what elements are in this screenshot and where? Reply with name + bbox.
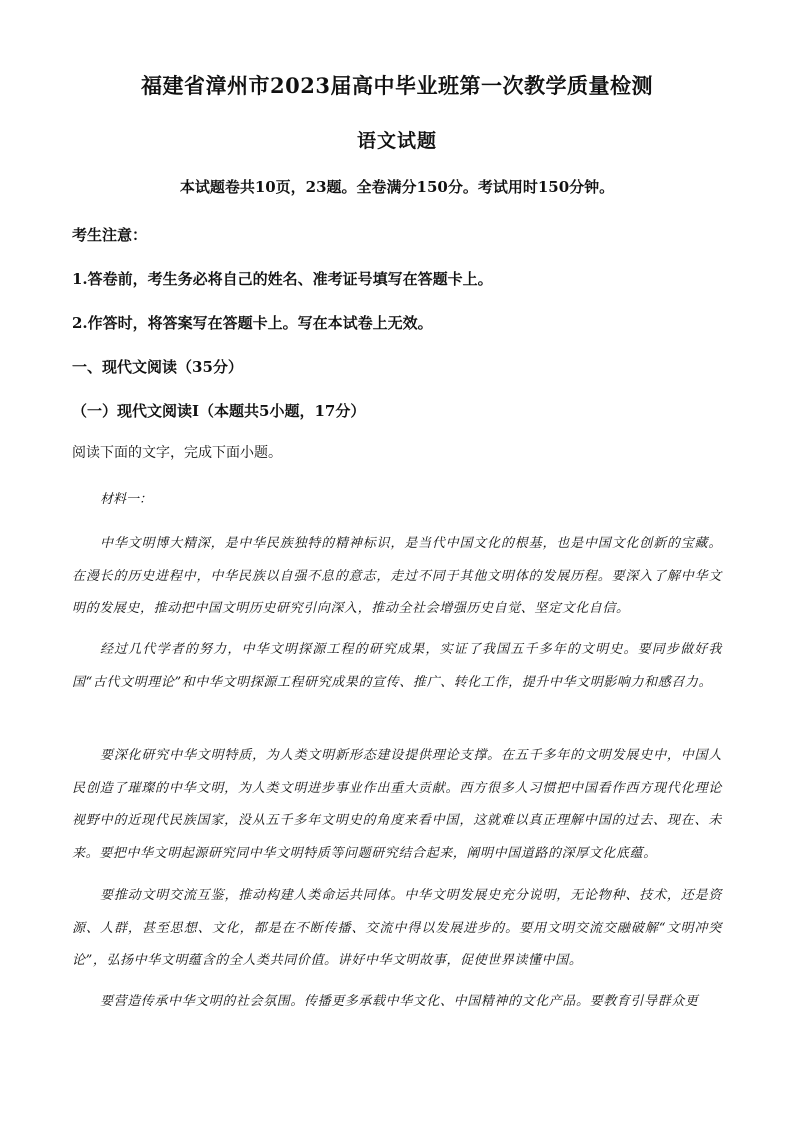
notice-item-2: 2.作答时，将答案写在答题卡上。写在本试卷上无效。 xyxy=(72,314,433,332)
material-paragraph: 要营造传承中华文明的社会氛围。传播更多承载中华文化、中国精神的文化产品。要教育引导群众更 xyxy=(100,994,699,1009)
material-paragraph: 要深化研究中华文明特质，为人类文明新形态建设提供理论支撑。在五千多年的文明发展史中，中国人民创造了璀璨的中华文明，为人类文明进步事业作出重大贡献。西方很多人习惯把中国看作西方现代化理论视野中的近现代民族国家，没从五千多年文明史的角度来看中国，这就难以真正理解中国的过去、现在、未来。要把中华文明起源研究同中华文明特质等问题研究结合起来，阐明中国道路的深厚文化底蕴。 xyxy=(72,748,722,861)
material-label: 材料一： xyxy=(100,492,153,507)
material-paragraph: 要推动文明交流互鉴，推动构建人类命运共同体。中华文明发展史充分说明，无论物种、技术，还是资源、人群，甚至思想、文化，都是在不断传播、交流中得以发展进步的。要用文明交流交融破解“文明冲突论”，弘扬中华文明蕴含的全人类共同价值。讲好中华文明故事，促使世界读懂中国。 xyxy=(72,888,722,968)
document-title: 福建省漳州市2023届高中毕业班第一次教学质量检测 xyxy=(141,73,653,98)
section-subtitle: （一）现代文阅读Ⅰ（本题共5小题，17分） xyxy=(72,402,366,420)
reading-instruction: 阅读下面的文字，完成下面小题。 xyxy=(72,445,282,461)
document-subtitle: 语文试题 xyxy=(356,130,437,152)
material-paragraph: 经过几代学者的努力，中华文明探源工程的研究成果，实证了我国五千多年的文明史。要同步做好我国“古代文明理论”和中华文明探源工程研究成果的宣传、推广、转化工作，提升中华文明影响力和感召力。 xyxy=(72,642,722,690)
section-title: 一、现代文阅读（35分） xyxy=(72,358,243,376)
exam-info: 本试题卷共10页，23题。全卷满分150分。考试用时150分钟。 xyxy=(179,178,615,196)
notice-heading: 考生注意： xyxy=(72,226,148,244)
material-paragraph: 中华文明博大精深，是中华民族独特的精神标识，是当代中国文化的根基，也是中国文化创新的宝藏。在漫长的历史进程中，中华民族以自强不息的意志，走过不同于其他文明体的发展历程。要深入了解中华文明的发展史，推动把中国文明历史研究引向深入，推动全社会增强历史自觉、坚定文化自信。 xyxy=(72,536,722,616)
notice-item-1: 1.答卷前，考生务必将自己的姓名、准考证号填写在答题卡上。 xyxy=(72,270,493,288)
